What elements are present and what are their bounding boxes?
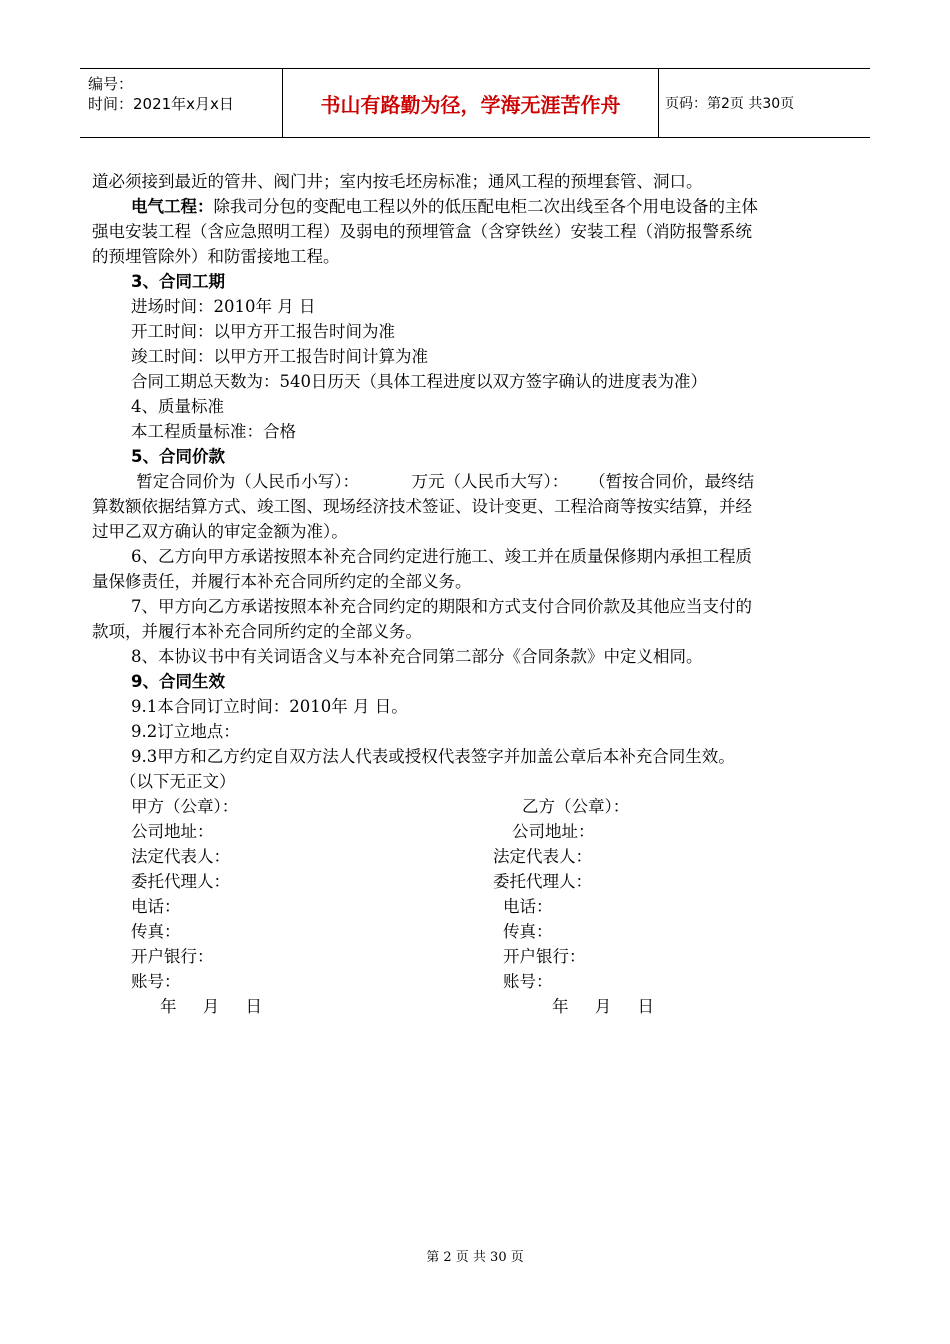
text-line: 8、本协议书中有关词语含义与本补充合同第二部分《合同条款》中定义相同。	[131, 647, 703, 666]
section-heading: 5、合同价款	[131, 447, 225, 466]
text-line: （以下无正文）	[120, 772, 236, 791]
header-meta	[80, 69, 283, 137]
text-line: 6、乙方向甲方承诺按照本补充合同约定进行施工、竣工并在质量保修期内承担工程质	[131, 547, 752, 566]
sig-right-account: 账号：	[503, 972, 553, 991]
text-line: 进场时间：2010年 月 日	[131, 297, 316, 316]
sig-right-date: 年 月 日	[552, 997, 654, 1016]
time-label: 时间：2021年x月x日	[88, 95, 234, 113]
text-line: 本工程质量标准：合格	[131, 422, 296, 441]
sig-right-agent: 委托代理人：	[493, 872, 592, 891]
text-line: 9.1本合同订立时间：2010年 月 日。	[131, 697, 408, 716]
text-line: 道必须接到最近的管井、阀门井；室内按毛坯房标准；通风工程的预埋套管、洞口。	[92, 172, 703, 191]
header-page-label: 页码：第2页 共30页	[665, 96, 795, 112]
sig-left-address: 公司地址：	[131, 822, 214, 841]
text-line: 4、质量标准	[131, 397, 224, 416]
page-footer: 第 2 页 共 30 页	[426, 1250, 524, 1265]
text-line: 电气工程：除我司分包的变配电工程以外的低压配电柜二次出线至各个用电设备的主体	[131, 197, 758, 216]
text-line: 9.3甲方和乙方约定自双方法人代表或授权代表签字并加盖公章后本补充合同生效。	[131, 747, 735, 766]
section-label: 电气工程：	[131, 197, 214, 216]
sig-left-legal-rep: 法定代表人：	[131, 847, 230, 866]
sig-right-fax: 传真：	[503, 922, 553, 941]
sig-right-phone: 电话：	[503, 897, 553, 916]
header-motto: 书山有路勤为径，学海无涯苦作舟	[283, 69, 659, 137]
number-label: 编号：	[88, 75, 134, 93]
text-line: 算数额依据结算方式、竣工图、现场经济技术签证、设计变更、工程洽商等按实结算，并经	[92, 497, 752, 516]
sig-left-party: 甲方（公章）：	[131, 797, 239, 816]
sig-left-account: 账号：	[131, 972, 181, 991]
text-line: 合同工期总天数为：540日历天（具体工程进度以双方签字确认的进度表为准）	[131, 372, 707, 391]
text-line: 的预埋管除外）和防雷接地工程。	[92, 247, 340, 266]
text-line: 9.2订立地点：	[131, 722, 240, 741]
text-line: 7、甲方向乙方承诺按照本补充合同约定的期限和方式支付合同价款及其他应当支付的	[131, 597, 752, 616]
text-line: 强电安装工程（含应急照明工程）及弱电的预埋管盒（含穿铁丝）安装工程（消防报警系统	[92, 222, 752, 241]
sig-left-bank: 开户银行：	[131, 947, 214, 966]
sig-left-date: 年 月 日	[160, 997, 262, 1016]
section-heading: 9、合同生效	[131, 672, 225, 691]
text-line: 竣工时间：以甲方开工报告时间计算为准	[131, 347, 428, 366]
section-heading: 3、合同工期	[131, 272, 225, 291]
text-line: 开工时间：以甲方开工报告时间为准	[131, 322, 395, 341]
sig-right-party: 乙方（公章）：	[522, 797, 630, 816]
text-line: 款项，并履行本补充合同所约定的全部义务。	[92, 622, 422, 641]
sig-left-phone: 电话：	[131, 897, 181, 916]
sig-right-bank: 开户银行：	[503, 947, 586, 966]
page-header	[80, 68, 870, 138]
sig-left-fax: 传真：	[131, 922, 181, 941]
text-line: 量保修责任，并履行本补充合同所约定的全部义务。	[92, 572, 472, 591]
sig-left-agent: 委托代理人：	[131, 872, 230, 891]
text-line: 暂定合同价为（人民币小写）： 万元（人民币大写）： （暂按合同价，最终结	[131, 472, 755, 491]
text-line: 过甲乙双方确认的审定金额为准）。	[92, 522, 348, 541]
sig-right-legal-rep: 法定代表人：	[493, 847, 592, 866]
sig-right-address: 公司地址：	[512, 822, 595, 841]
